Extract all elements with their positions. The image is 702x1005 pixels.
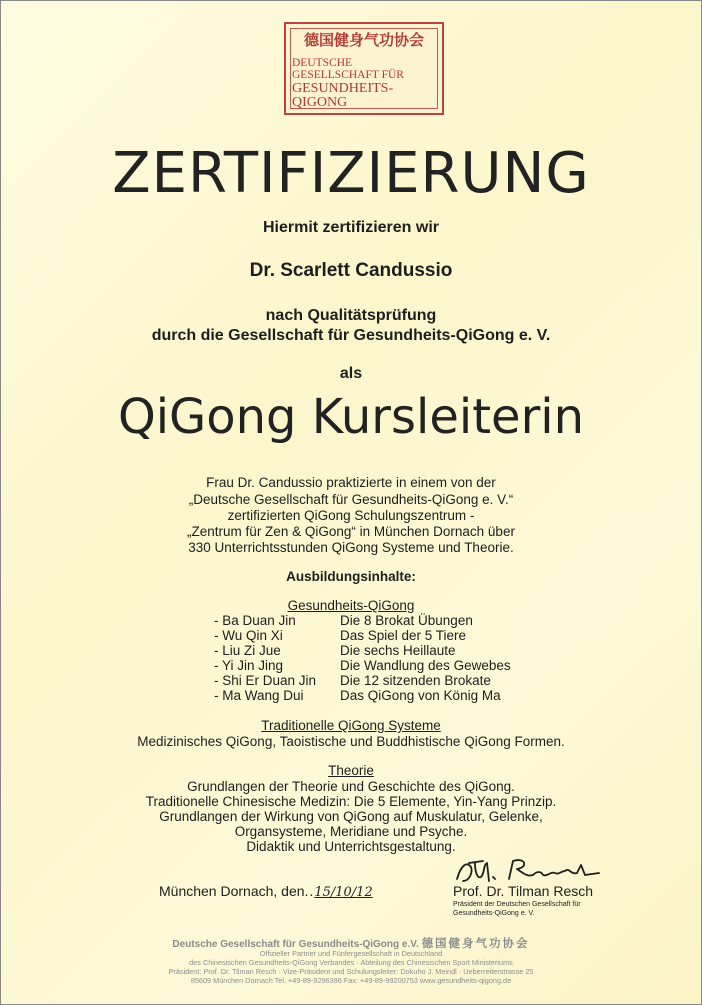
course-description: Die 8 Brokat Übungen xyxy=(340,613,473,628)
course-description: Das Spiel der 5 Tiere xyxy=(340,628,467,643)
intro-text: Hiermit zertifizieren wir xyxy=(262,219,440,236)
signer-title-line-2: Gesundheits-QiGong e. V. xyxy=(453,910,535,917)
place-dots: .. xyxy=(304,883,315,899)
als-text: als xyxy=(339,365,363,382)
theory-heading: Theorie xyxy=(328,763,374,778)
description-line-1: Frau Dr. Candussio praktizierte in einem von der xyxy=(206,475,496,490)
course-name: - Shi Er Duan Jin xyxy=(214,673,317,688)
certified-role: QiGong Kursleiterin xyxy=(117,389,585,445)
signer-title xyxy=(453,900,581,918)
course-name: - Ma Wang Dui xyxy=(214,688,304,703)
footer-line-4: 85609 München Dornach Tel. +49-89-9296396 Fax: +49-89-99200753 www.gesundheits-qigong.de xyxy=(190,976,512,985)
theory-line-3: Grundlangen der Wirkung von QiGong auf Muskulatur, Gelenke, xyxy=(159,809,543,824)
theory-line-1: Grundlangen der Theorie und Geschichte des QiGong. xyxy=(187,779,515,794)
quality-check-line-1: nach Qualitätsprüfung xyxy=(265,307,437,324)
seal-line-1: DEUTSCHE xyxy=(292,57,353,69)
footer-org-name: Deutsche Gesellschaft für Gesundheits-QiGong e.V. xyxy=(172,939,419,950)
traditional-text: Medizinisches QiGong, Taoistische und Buddhistische QiGong Formen. xyxy=(137,734,565,749)
traditional-heading: Traditionelle QiGong Systeme xyxy=(261,718,441,733)
footer-line-2: des Chinesischen Gesundheits-QiGong Verbandes · Abteilung des Chinesischen Sport Ministeriums xyxy=(189,958,513,967)
signer-name: Prof. Dr. Tilman Resch xyxy=(453,883,594,899)
seal-line-4: QIGONG xyxy=(292,95,348,110)
society-seal xyxy=(284,22,444,115)
description-line-5: 330 Unterrichtsstunden QiGong Systeme und Theorie. xyxy=(188,540,514,555)
course-description: Die 12 sitzenden Brokate xyxy=(340,673,491,688)
course-description: Die Wandlung des Gewebes xyxy=(340,658,511,673)
certificate-date: 15/10/12 xyxy=(314,885,373,900)
description-line-4: „Zentrum für Zen & QiGong“ in München Dornach über xyxy=(187,524,515,539)
recipient-name: Dr. Scarlett Candussio xyxy=(249,260,453,281)
theory-line-2: Traditionelle Chinesische Medizin: Die 5 Elemente, Yin-Yang Prinzip. xyxy=(145,794,557,809)
quality-check-line-2: durch die Gesellschaft für Gesundheits-QiGong e. V. xyxy=(151,327,551,344)
theory-line-5: Didaktik und Unterrichtsgestaltung. xyxy=(246,839,456,854)
course-name: - Liu Zi Jue xyxy=(214,643,281,658)
signature xyxy=(453,853,603,887)
course-name: - Ba Duan Jin xyxy=(214,613,296,628)
theory-line-4: Organsysteme, Meridiane und Psyche. xyxy=(234,824,468,839)
course-name: - Yi Jin Jing xyxy=(214,658,284,673)
seal-line-3: GESUNDHEITS- xyxy=(292,81,394,96)
course-name: - Wu Qin Xi xyxy=(214,628,283,643)
course-description: Das QiGong von König Ma xyxy=(340,688,501,703)
seal-chinese-text: 德国健身气功协会 xyxy=(303,31,424,49)
signer-title-line-1: Präsident der Deutschen Gesellschaft für xyxy=(453,901,581,908)
description-line-2: „Deutsche Gesellschaft für Gesundheits-QiGong e. V.“ xyxy=(188,492,514,507)
course-description: Die sechs Heillaute xyxy=(340,643,456,658)
footer-line-3: Präsident: Prof. Dr. Tilman Resch · Vize-Präsident und Schulungsleiter: Dokuho J. Meindl · Ueberreiterstrasse 25 xyxy=(168,967,534,976)
health-qigong-heading: Gesundheits-QiGong xyxy=(287,598,415,613)
certificate-title: ZERTIFIZIERUNG xyxy=(112,141,590,206)
footer-line-1: Offizieller Partner und Fünfergesellschaft in Deutschland xyxy=(259,949,443,958)
place-label: München Dornach, den xyxy=(159,883,305,899)
description-line-3: zertifizierten QiGong Schulungszentrum - xyxy=(227,508,475,523)
seal-line-2: GESELLSCHAFT FÜR xyxy=(292,69,404,81)
footer-org-chinese: 德国健身气功协会 xyxy=(421,936,530,950)
training-heading: Ausbildungsinhalte: xyxy=(286,569,416,584)
place-and-date xyxy=(159,883,373,900)
